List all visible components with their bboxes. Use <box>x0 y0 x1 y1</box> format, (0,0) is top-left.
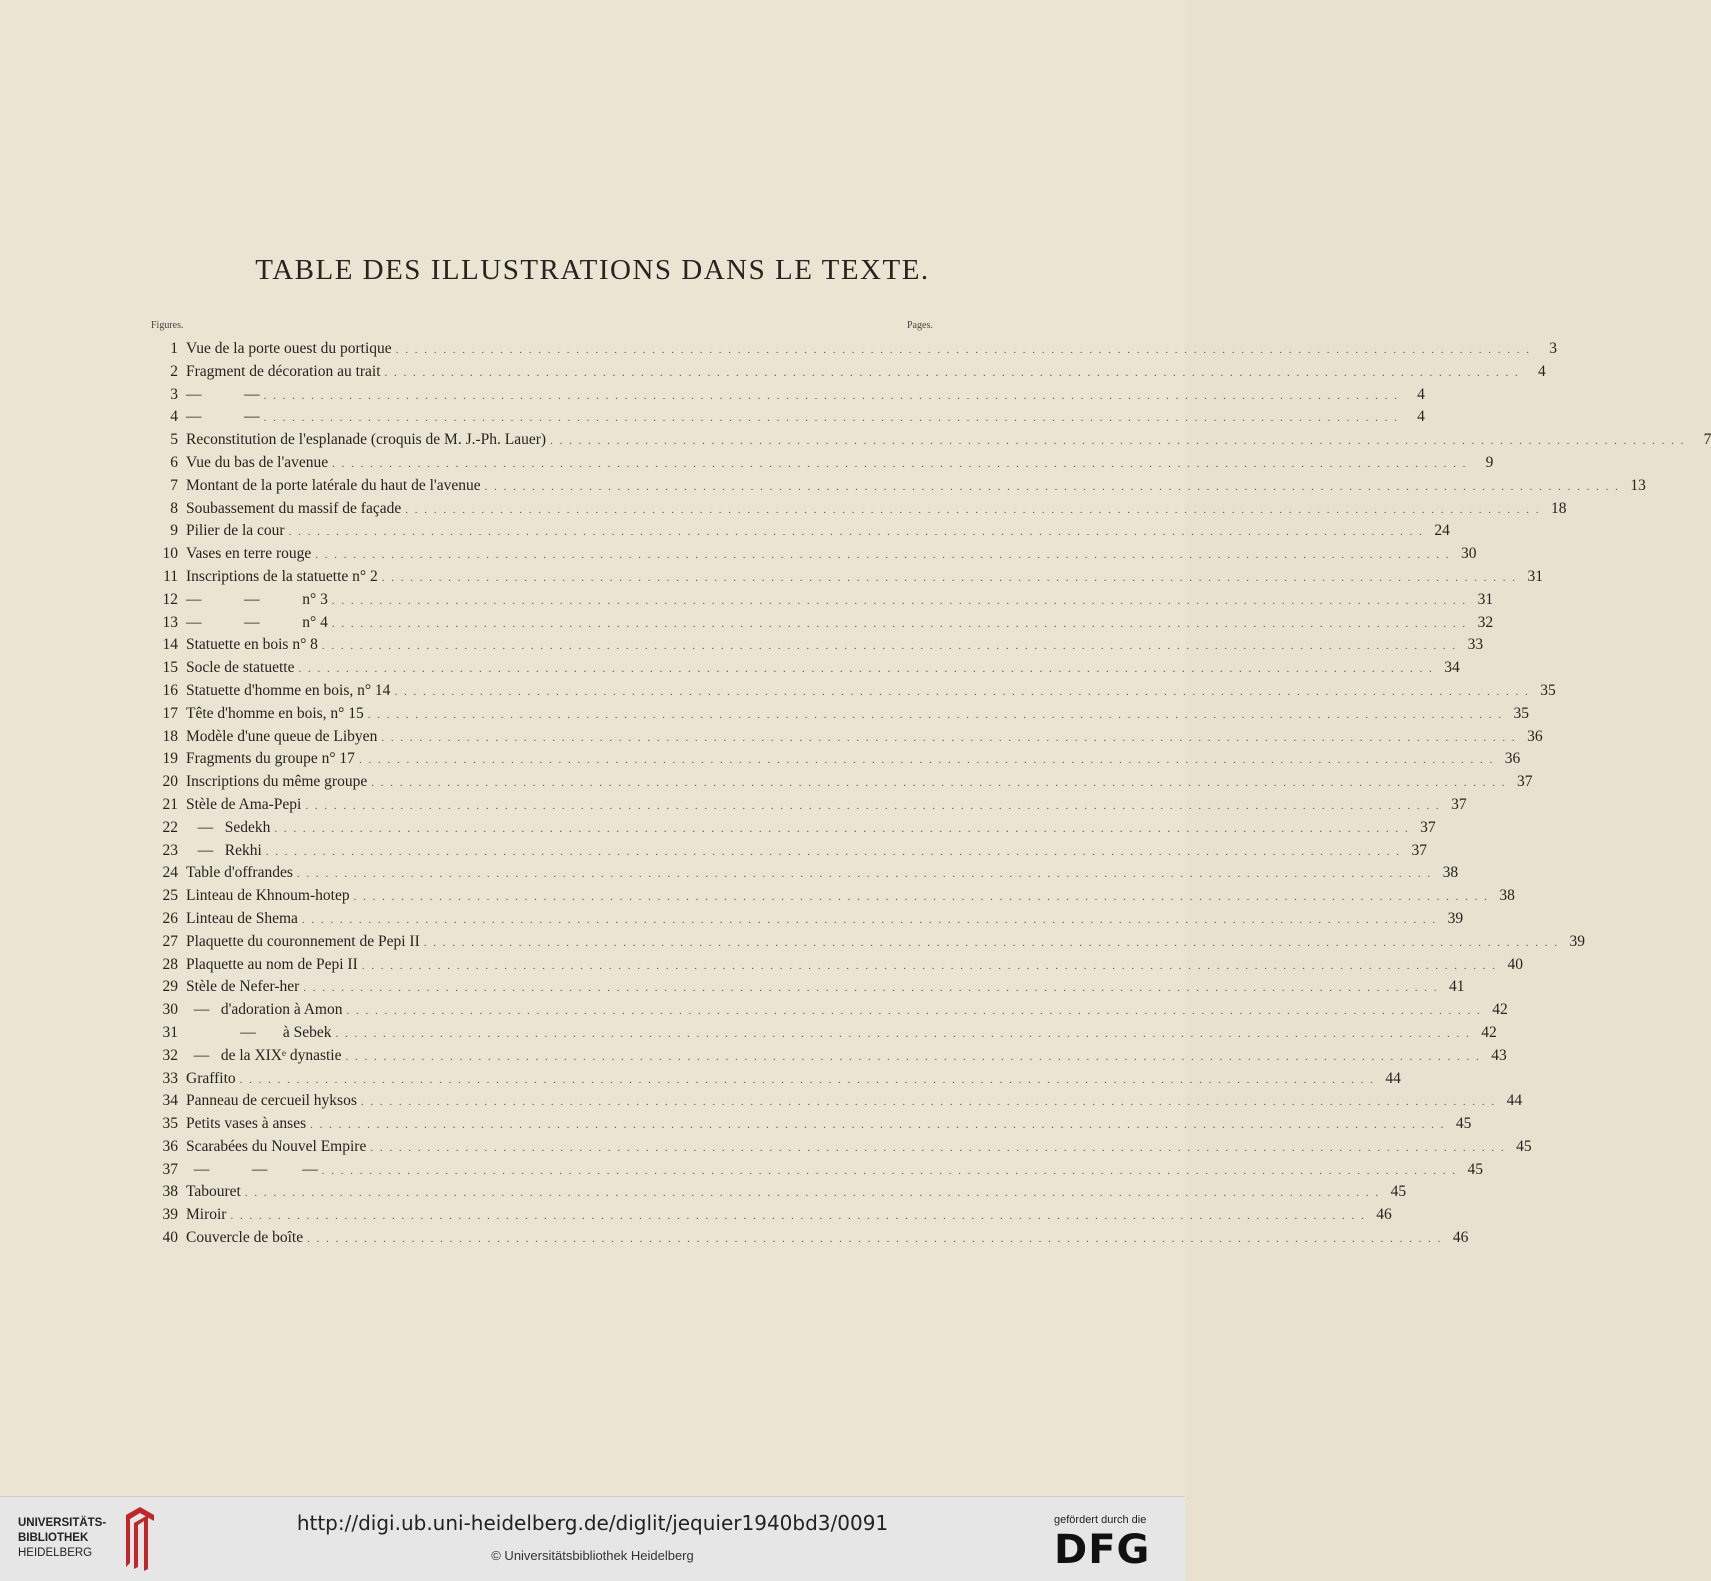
toc-entry-label: Stèle de Nefer-her <box>186 978 300 996</box>
toc-entry-page: 38 <box>1442 864 1459 882</box>
toc-entry-number: 16 <box>162 681 178 699</box>
toc-entry-number: 3 <box>170 385 178 403</box>
toc-entry-number: 17 <box>162 704 178 722</box>
toc-entry-page: 44 <box>1385 1069 1401 1087</box>
toc-leader-dots: . . . . . . . . . . . . . . . . . . . . . . . . . . . . . . . . . . . . . . . . . . . . . . . . . . . . . . . . . . . . . . . . . . . . . . . . . . . . . . . . . . . . . . . . . . . . . . . . . . . . . . . . . . . . . . . . . . . . . . . . <box>244 1187 1381 1200</box>
toc-leader-dots: . . . . . . . . . . . . . . . . . . . . . . . . . . . . . . . . . . . . . . . . . . . . . . . . . . . . . . . . . . . . . . . . . . . . . . . . . . . . . . . . . . . . . . . . . . . . . . . . . . . . . . . . . . . . . . . . . . . . . . . . <box>263 389 1399 402</box>
toc-entry-label: Socle de statuette <box>186 659 295 677</box>
toc-entry <box>150 1023 1497 1047</box>
toc-leader-dots: . . . . . . . . . . . . . . . . . . . . . . . . . . . . . . . . . . . . . . . . . . . . . . . . . . . . . . . . . . . . . . . . . . . . . . . . . . . . . . . . . . . . . . . . . . . . . . . . . . . . . . . . . . . . . . . . . . . . . . . . <box>395 344 1531 356</box>
toc-entry-label: Statuette d'homme en bois, n° 14 <box>186 681 391 699</box>
toc-entry <box>150 545 1477 568</box>
toc-entry-label: Couvercle de boîte <box>186 1229 304 1247</box>
toc-leader-dots: . . . . . . . . . . . . . . . . . . . . . . . . . . . . . . . . . . . . . . . . . . . . . . . . . . . . . . . . . . . . . . . . . . . . . . . . . . . . . . . . . . . . . . . . . . . . . . . . . . . . . . . . . . . . . . . . . . . . . . . . <box>423 936 1559 949</box>
toc-entry-number: 23 <box>162 841 178 859</box>
toc-entry <box>150 522 1450 545</box>
toc-entry-page: 36 <box>1527 727 1543 745</box>
toc-entry-label: Tête d'homme en bois, n° 15 <box>186 704 364 722</box>
toc-entry-page: 37 <box>1411 841 1428 859</box>
toc-entry-label: — à Sebek <box>186 1023 332 1041</box>
toc-entry-page: 7 <box>1703 431 1711 449</box>
toc-leader-dots: . . . . . . . . . . . . . . . . . . . . . . . . . . . . . . . . . . . . . . . . . . . . . . . . . . . . . . . . . . . . . . . . . . . . . . . . . . . . . . . . . . . . . . . . . . . . . . . . . . . . . . . . . . . . . . . . . . . . . . . . <box>332 457 1468 470</box>
toc-entry <box>150 1206 1392 1229</box>
toc-entry <box>150 841 1428 865</box>
toc-entry-number: 19 <box>162 750 178 768</box>
toc-leader-dots: . . . . . . . . . . . . . . . . . . . . . . . . . . . . . . . . . . . . . . . . . . . . . . . . . . . . . . . . . . . . . . . . . . . . . . . . . . . . . . . . . . . . . . . . . . . . . . . . . . . . . . . . . . . . . . . . . . . . . . . . <box>381 571 1517 584</box>
toc-entry-label: Pilier de la cour <box>186 522 285 540</box>
toc-entry-label: Soubassement du massif de façade <box>186 499 402 517</box>
toc-entry-label: — — <box>186 385 260 403</box>
toc-entry-page: 37 <box>1516 773 1533 791</box>
toc-entry-page: 46 <box>1452 1229 1469 1247</box>
toc-entry <box>150 1046 1507 1070</box>
toc-entry-number: 40 <box>162 1229 178 1247</box>
toc-entry-label: Fragments du groupe n° 17 <box>186 750 355 768</box>
toc-entry-number: 33 <box>162 1069 178 1087</box>
toc-entry-label: Vases en terre rouge <box>186 545 312 563</box>
toc-entry-page: 39 <box>1569 932 1585 950</box>
toc-entry <box>150 1183 1407 1206</box>
toc-entry-page: 35 <box>1513 704 1529 722</box>
toc-entry-number: 8 <box>170 499 178 517</box>
toc-entry-label: Table d'offrandes <box>186 864 293 882</box>
toc-entry-page: 46 <box>1376 1206 1392 1224</box>
toc-entry <box>150 1229 1469 1252</box>
toc-entry-label: — Sedekh <box>186 818 271 836</box>
toc-entry-label: Vue du bas de l'avenue <box>186 453 329 471</box>
toc-entry <box>150 431 1711 454</box>
toc-entry-page: 3 <box>1549 340 1557 357</box>
library-name-line3: HEIDELBERG <box>18 1547 93 1559</box>
toc-entry <box>150 476 1646 500</box>
toc-entry-number: 29 <box>162 978 178 996</box>
toc-leader-dots: . . . . . . . . . . . . . . . . . . . . . . . . . . . . . . . . . . . . . . . . . . . . . . . . . . . . . . . . . . . . . . . . . . . . . . . . . . . . . . . . . . . . . . . . . . . . . . . . . . . . . . . . . . . . . . . . . . . . . . . . <box>550 435 1686 448</box>
library-name-line1: UNIVERSITÄTS- <box>18 1517 107 1529</box>
toc-entry-page: 31 <box>1477 590 1494 608</box>
toc-entry-number: 36 <box>162 1137 178 1155</box>
toc-leader-dots: . . . . . . . . . . . . . . . . . . . . . . . . . . . . . . . . . . . . . . . . . . . . . . . . . . . . . . . . . . . . . . . . . . . . . . . . . . . . . . . . . . . . . . . . . . . . . . . . . . . . . . . . . . . . . . . . . . . . . . . . <box>360 1096 1497 1109</box>
toc-leader-dots: . . . . . . . . . . . . . . . . . . . . . . . . . . . . . . . . . . . . . . . . . . . . . . . . . . . . . . . . . . . . . . . . . . . . . . . . . . . . . . . . . . . . . . . . . . . . . . . . . . . . . . . . . . . . . . . . . . . . . . . . <box>288 526 1424 539</box>
toc-entry-number: 32 <box>162 1046 178 1064</box>
toc-entry-number: 5 <box>170 431 178 449</box>
toc-entry-label: Tabouret <box>186 1183 241 1201</box>
toc-entry <box>150 385 1425 409</box>
toc-leader-dots: . . . . . . . . . . . . . . . . . . . . . . . . . . . . . . . . . . . . . . . . . . . . . . . . . . . . . . . . . . . . . . . . . . . . . . . . . . . . . . . . . . . . . . . . . . . . . . . . . . . . . . . . . . . . . . . . . . . . . . . . <box>381 731 1517 744</box>
toc-entry-page: 37 <box>1420 818 1436 836</box>
toc-entry <box>150 1001 1508 1024</box>
toc-entry-number: 9 <box>170 522 178 540</box>
toc-entry <box>150 1115 1472 1138</box>
toc-entry <box>150 659 1460 682</box>
toc-entry-label: Linteau de Khnoum-hotep <box>186 887 350 905</box>
toc-entry-number: 20 <box>162 773 178 791</box>
toc-entry <box>150 567 1543 591</box>
toc-entry-page: 9 <box>1485 453 1494 471</box>
toc-leader-dots: . . . . . . . . . . . . . . . . . . . . . . . . . . . . . . . . . . . . . . . . . . . . . . . . . . . . . . . . . . . . . . . . . . . . . . . . . . . . . . . . . . . . . . . . . . . . . . . . . . . . . . . . . . . . . . . . . . . . . . . . <box>371 777 1507 790</box>
toc-leader-dots: . . . . . . . . . . . . . . . . . . . . . . . . . . . . . . . . . . . . . . . . . . . . . . . . . . . . . . . . . . . . . . . . . . . . . . . . . . . . . . . . . . . . . . . . . . . . . . . . . . . . . . . . . . . . . . . . . . . . . . . . <box>405 503 1541 516</box>
toc-entry <box>150 932 1585 956</box>
toc-leader-dots: . . . . . . . . . . . . . . . . . . . . . . . . . . . . . . . . . . . . . . . . . . . . . . . . . . . . . . . . . . . . . . . . . . . . . . . . . . . . . . . . . . . . . . . . . . . . . . . . . . . . . . . . . . . . . . . . . . . . . . . . <box>361 959 1497 972</box>
toc-leader-dots: . . . . . . . . . . . . . . . . . . . . . . . . . . . . . . . . . . . . . . . . . . . . . . . . . . . . . . . . . . . . . . . . . . . . . . . . . . . . . . . . . . . . . . . . . . . . . . . . . . . . . . . . . . . . . . . . . . . . . . . . <box>353 891 1489 904</box>
toc-entry <box>150 681 1556 705</box>
toc-leader-dots: . . . . . . . . . . . . . . . . . . . . . . . . . . . . . . . . . . . . . . . . . . . . . . . . . . . . . . . . . . . . . . . . . . . . . . . . . . . . . . . . . . . . . . . . . . . . . . . . . . . . . . . . . . . . . . . . . . . . . . . . <box>358 754 1495 767</box>
toc-entry-label: Reconstitution de l'esplanade (croquis de M. J.-Ph. Lauer) <box>186 431 547 449</box>
toc-entry-number: 26 <box>162 909 178 927</box>
toc-entry <box>150 887 1515 910</box>
toc-entry-label: Fragment de décoration au trait <box>186 362 381 380</box>
toc-leader-dots: . . . . . . . . . . . . . . . . . . . . . . . . . . . . . . . . . . . . . . . . . . . . . . . . . . . . . . . . . . . . . . . . . . . . . . . . . . . . . . . . . . . . . . . . . . . . . . . . . . . . . . . . . . . . . . . . . . . . . . . . <box>484 480 1620 493</box>
toc-leader-dots: . . . . . . . . . . . . . . . . . . . . . . . . . . . . . . . . . . . . . . . . . . . . . . . . . . . . . . . . . . . . . . . . . . . . . . . . . . . . . . . . . . . . . . . . . . . . . . . . . . . . . . . . . . . . . . . . . . . . . . . . <box>303 982 1439 995</box>
toc-leader-dots: . . . . . . . . . . . . . . . . . . . . . . . . . . . . . . . . . . . . . . . . . . . . . . . . . . . . . . . . . . . . . . . . . . . . . . . . . . . . . . . . . . . . . . . . . . . . . . . . . . . . . . . . . . . . . . . . . . . . . . . . <box>384 366 1520 379</box>
toc-entry-label: Plaquette du couronnement de Pepi II <box>186 932 420 950</box>
toc-entry-page: 33 <box>1467 636 1484 654</box>
toc-entry-number: 4 <box>170 408 178 426</box>
toc-entry-number: 7 <box>170 476 178 494</box>
toc-entry <box>150 909 1464 933</box>
toc-leader-dots: . . . . . . . . . . . . . . . . . . . . . . . . . . . . . . . . . . . . . . . . . . . . . . . . . . . . . . . . . . . . . . . . . . . . . . . . . . . . . . . . . . . . . . . . . . . . . . . . . . . . . . . . . . . . . . . . . . . . . . . . <box>263 412 1399 425</box>
page-title: TABLE DES ILLUSTRATIONS DANS LE TEXTE. <box>255 254 930 286</box>
toc-entry <box>150 613 1494 637</box>
toc-entry-page: 45 <box>1467 1160 1483 1178</box>
toc-entry-number: 37 <box>162 1160 178 1178</box>
toc-entry-label: — — <box>186 408 260 426</box>
toc-entry-number: 22 <box>162 818 178 836</box>
toc-entry-page: 4 <box>1417 385 1425 403</box>
toc-entry-page: 41 <box>1449 978 1465 996</box>
toc-entry-label: — — n° 4 <box>186 613 328 631</box>
toc-entry <box>150 453 1494 477</box>
toc-entry-label: Graffito <box>186 1069 236 1087</box>
toc-leader-dots: . . . . . . . . . . . . . . . . . . . . . . . . . . . . . . . . . . . . . . . . . . . . . . . . . . . . . . . . . . . . . . . . . . . . . . . . . . . . . . . . . . . . . . . . . . . . . . . . . . . . . . . . . . . . . . . . . . . . . . . . <box>301 913 1438 926</box>
toc-entry-label: Inscriptions de la statuette n° 2 <box>186 567 378 585</box>
toc-entry <box>150 636 1484 659</box>
toc-leader-dots: . . . . . . . . . . . . . . . . . . . . . . . . . . . . . . . . . . . . . . . . . . . . . . . . . . . . . . . . . . . . . . . . . . . . . . . . . . . . . . . . . . . . . . . . . . . . . . . . . . . . . . . . . . . . . . . . . . . . . . . . <box>239 1073 1375 1086</box>
toc-leader-dots: . . . . . . . . . . . . . . . . . . . . . . . . . . . . . . . . . . . . . . . . . . . . . . . . . . . . . . . . . . . . . . . . . . . . . . . . . . . . . . . . . . . . . . . . . . . . . . . . . . . . . . . . . . . . . . . . . . . . . . . . <box>370 1141 1506 1154</box>
toc-entry-number: 25 <box>162 887 178 905</box>
toc-entry-label: Petits vases à anses <box>186 1115 307 1133</box>
toc-entry-label: Inscriptions du même groupe <box>186 773 368 791</box>
toc-entry-page: 18 <box>1550 499 1567 517</box>
toc-leader-dots: . . . . . . . . . . . . . . . . . . . . . . . . . . . . . . . . . . . . . . . . . . . . . . . . . . . . . . . . . . . . . . . . . . . . . . . . . . . . . . . . . . . . . . . . . . . . . . . . . . . . . . . . . . . . . . . . . . . . . . . . <box>345 1050 1481 1063</box>
toc-entry <box>150 1137 1532 1161</box>
toc-entry <box>150 340 1557 363</box>
toc-entry-label: Scarabées du Nouvel Empire <box>186 1137 367 1155</box>
toc-entry-page: 24 <box>1434 522 1450 540</box>
toc-leader-dots: . . . . . . . . . . . . . . . . . . . . . . . . . . . . . . . . . . . . . . . . . . . . . . . . . . . . . . . . . . . . . . . . . . . . . . . . . . . . . . . . . . . . . . . . . . . . . . . . . . . . . . . . . . . . . . . . . . . . . . . . <box>335 1027 1471 1040</box>
dfg-caption: gefördert durch die <box>1054 1514 1147 1526</box>
toc-entry-page: 45 <box>1455 1115 1472 1133</box>
toc-entry-page: 39 <box>1447 909 1464 927</box>
toc-entry-number: 28 <box>162 955 178 973</box>
toc-entry-number: 31 <box>162 1023 178 1041</box>
toc-leader-dots: . . . . . . . . . . . . . . . . . . . . . . . . . . . . . . . . . . . . . . . . . . . . . . . . . . . . . . . . . . . . . . . . . . . . . . . . . . . . . . . . . . . . . . . . . . . . . . . . . . . . . . . . . . . . . . . . . . . . . . . . <box>331 594 1468 607</box>
toc-entry <box>150 978 1465 1001</box>
toc-entry-label: — — n° 3 <box>186 590 328 608</box>
toc-entry-page: 35 <box>1540 681 1556 699</box>
toc-entry <box>150 864 1459 887</box>
toc-entry-label: Modèle d'une queue de Libyen <box>186 727 378 745</box>
toc-entry-page: 13 <box>1630 476 1646 494</box>
toc-entry-page: 4 <box>1417 408 1425 426</box>
toc-entry-number: 11 <box>163 567 178 585</box>
toc-entry-number: 1 <box>170 340 178 357</box>
toc-entry-label: Montant de la porte latérale du haut de l'avenue <box>186 476 481 494</box>
toc-entry-page: 45 <box>1390 1183 1407 1201</box>
toc-entry-label: — — — <box>186 1160 318 1178</box>
footer-bar <box>0 1496 1185 1581</box>
illustrations-list <box>150 340 1711 1252</box>
toc-entry <box>150 704 1529 728</box>
toc-entry-page: 37 <box>1451 795 1467 813</box>
toc-leader-dots: . . . . . . . . . . . . . . . . . . . . . . . . . . . . . . . . . . . . . . . . . . . . . . . . . . . . . . . . . . . . . . . . . . . . . . . . . . . . . . . . . . . . . . . . . . . . . . . . . . . . . . . . . . . . . . . . . . . . . . . . <box>305 799 1441 812</box>
toc-entry-page: 38 <box>1499 887 1515 905</box>
toc-entry-page: 40 <box>1507 955 1523 973</box>
toc-entry-label: Panneau de cercueil hyksos <box>186 1092 357 1110</box>
toc-entry-label: Miroir <box>186 1206 227 1224</box>
copyright-notice: © Universitätsbibliothek Heidelberg <box>491 1548 694 1563</box>
column-header-pages: Pages. <box>907 320 933 331</box>
toc-entry-number: 39 <box>162 1206 178 1224</box>
toc-entry <box>150 773 1533 796</box>
toc-entry-page: 42 <box>1481 1023 1497 1041</box>
toc-entry-page: 30 <box>1460 545 1477 563</box>
toc-entry-page: 44 <box>1506 1092 1523 1110</box>
toc-leader-dots: . . . . . . . . . . . . . . . . . . . . . . . . . . . . . . . . . . . . . . . . . . . . . . . . . . . . . . . . . . . . . . . . . . . . . . . . . . . . . . . . . . . . . . . . . . . . . . . . . . . . . . . . . . . . . . . . . . . . . . . . <box>331 617 1468 630</box>
toc-leader-dots: . . . . . . . . . . . . . . . . . . . . . . . . . . . . . . . . . . . . . . . . . . . . . . . . . . . . . . . . . . . . . . . . . . . . . . . . . . . . . . . . . . . . . . . . . . . . . . . . . . . . . . . . . . . . . . . . . . . . . . . . <box>321 640 1458 653</box>
toc-entry <box>150 362 1546 386</box>
toc-entry-page: 42 <box>1492 1001 1508 1019</box>
toc-entry-number: 15 <box>162 659 178 677</box>
toc-entry-number: 24 <box>162 864 178 882</box>
toc-entry-number: 30 <box>162 1001 178 1019</box>
toc-entry <box>150 727 1543 751</box>
toc-entry-number: 38 <box>162 1183 178 1201</box>
toc-entry <box>150 499 1567 523</box>
toc-entry-number: 34 <box>162 1092 178 1110</box>
toc-leader-dots: . . . . . . . . . . . . . . . . . . . . . . . . . . . . . . . . . . . . . . . . . . . . . . . . . . . . . . . . . . . . . . . . . . . . . . . . . . . . . . . . . . . . . . . . . . . . . . . . . . . . . . . . . . . . . . . . . . . . . . . . <box>274 822 1410 835</box>
toc-entry-number: 13 <box>162 613 178 631</box>
toc-entry <box>150 955 1523 979</box>
toc-leader-dots: . . . . . . . . . . . . . . . . . . . . . . . . . . . . . . . . . . . . . . . . . . . . . . . . . . . . . . . . . . . . . . . . . . . . . . . . . . . . . . . . . . . . . . . . . . . . . . . . . . . . . . . . . . . . . . . . . . . . . . . . <box>321 1164 1457 1177</box>
toc-leader-dots: . . . . . . . . . . . . . . . . . . . . . . . . . . . . . . . . . . . . . . . . . . . . . . . . . . . . . . . . . . . . . . . . . . . . . . . . . . . . . . . . . . . . . . . . . . . . . . . . . . . . . . . . . . . . . . . . . . . . . . . . <box>298 663 1434 676</box>
toc-entry <box>150 818 1436 842</box>
toc-entry <box>150 1092 1523 1115</box>
toc-entry <box>150 1069 1401 1093</box>
toc-leader-dots: . . . . . . . . . . . . . . . . . . . . . . . . . . . . . . . . . . . . . . . . . . . . . . . . . . . . . . . . . . . . . . . . . . . . . . . . . . . . . . . . . . . . . . . . . . . . . . . . . . . . . . . . . . . . . . . . . . . . . . . . <box>367 708 1503 721</box>
toc-entry-number: 2 <box>170 362 178 380</box>
toc-entry-page: 34 <box>1444 659 1460 677</box>
toc-leader-dots: . . . . . . . . . . . . . . . . . . . . . . . . . . . . . . . . . . . . . . . . . . . . . . . . . . . . . . . . . . . . . . . . . . . . . . . . . . . . . . . . . . . . . . . . . . . . . . . . . . . . . . . . . . . . . . . . . . . . . . . . <box>230 1210 1366 1223</box>
toc-entry-label: Plaquette au nom de Pepi II <box>186 955 358 973</box>
toc-entry-page: 43 <box>1491 1046 1507 1064</box>
toc-entry-number: 10 <box>162 545 178 563</box>
toc-entry <box>150 795 1467 819</box>
toc-entry-number: 14 <box>162 636 178 654</box>
toc-leader-dots: . . . . . . . . . . . . . . . . . . . . . . . . . . . . . . . . . . . . . . . . . . . . . . . . . . . . . . . . . . . . . . . . . . . . . . . . . . . . . . . . . . . . . . . . . . . . . . . . . . . . . . . . . . . . . . . . . . . . . . . . <box>310 1119 1446 1132</box>
library-name-line2: BIBLIOTHEK <box>18 1532 89 1544</box>
toc-entry-page: 36 <box>1504 750 1521 768</box>
toc-leader-dots: . . . . . . . . . . . . . . . . . . . . . . . . . . . . . . . . . . . . . . . . . . . . . . . . . . . . . . . . . . . . . . . . . . . . . . . . . . . . . . . . . . . . . . . . . . . . . . . . . . . . . . . . . . . . . . . . . . . . . . . . <box>265 845 1402 858</box>
toc-entry-number: 35 <box>162 1115 178 1133</box>
toc-entry-label: — Rekhi <box>186 841 262 859</box>
toc-entry-page: 31 <box>1527 567 1543 585</box>
toc-entry-page: 4 <box>1538 362 1546 380</box>
toc-entry <box>150 590 1494 614</box>
toc-leader-dots: . . . . . . . . . . . . . . . . . . . . . . . . . . . . . . . . . . . . . . . . . . . . . . . . . . . . . . . . . . . . . . . . . . . . . . . . . . . . . . . . . . . . . . . . . . . . . . . . . . . . . . . . . . . . . . . . . . . . . . . . <box>296 868 1433 881</box>
toc-entry-label: Linteau de Shema <box>186 909 298 927</box>
toc-entry-page: 32 <box>1477 613 1494 631</box>
toc-leader-dots: . . . . . . . . . . . . . . . . . . . . . . . . . . . . . . . . . . . . . . . . . . . . . . . . . . . . . . . . . . . . . . . . . . . . . . . . . . . . . . . . . . . . . . . . . . . . . . . . . . . . . . . . . . . . . . . . . . . . . . . . <box>346 1005 1482 1018</box>
toc-entry <box>150 750 1521 773</box>
toc-entry-label: Statuette en bois n° 8 <box>186 636 318 654</box>
permalink-url[interactable]: http://digi.ub.uni-heidelberg.de/diglit/jequier1940bd3/0091 <box>296 1511 889 1535</box>
toc-entry <box>150 408 1425 431</box>
toc-entry-number: 27 <box>162 932 178 950</box>
toc-entry-number: 6 <box>170 453 178 471</box>
toc-entry-label: Stèle de Ama-Pepi <box>186 795 302 813</box>
toc-entry-number: 18 <box>162 727 178 745</box>
toc-entry-number: 12 <box>162 590 178 608</box>
toc-entry-label: — de la XIXᵉ dynastie <box>186 1046 342 1064</box>
toc-entry-number: 21 <box>162 795 178 813</box>
toc-entry-label: — d'adoration à Amon <box>186 1001 343 1019</box>
toc-leader-dots: . . . . . . . . . . . . . . . . . . . . . . . . . . . . . . . . . . . . . . . . . . . . . . . . . . . . . . . . . . . . . . . . . . . . . . . . . . . . . . . . . . . . . . . . . . . . . . . . . . . . . . . . . . . . . . . . . . . . . . . . <box>315 549 1451 562</box>
toc-leader-dots: . . . . . . . . . . . . . . . . . . . . . . . . . . . . . . . . . . . . . . . . . . . . . . . . . . . . . . . . . . . . . . . . . . . . . . . . . . . . . . . . . . . . . . . . . . . . . . . . . . . . . . . . . . . . . . . . . . . . . . . . <box>394 685 1530 698</box>
toc-entry-label: Vue de la porte ouest du portique <box>186 340 392 357</box>
toc-entry-page: 45 <box>1516 1137 1532 1155</box>
toc-leader-dots: . . . . . . . . . . . . . . . . . . . . . . . . . . . . . . . . . . . . . . . . . . . . . . . . . . . . . . . . . . . . . . . . . . . . . . . . . . . . . . . . . . . . . . . . . . . . . . . . . . . . . . . . . . . . . . . . . . . . . . . . <box>307 1233 1443 1246</box>
dfg-logo: DFG <box>1054 1527 1151 1573</box>
toc-entry <box>150 1160 1483 1184</box>
column-header-figures: Figures. <box>151 320 184 331</box>
